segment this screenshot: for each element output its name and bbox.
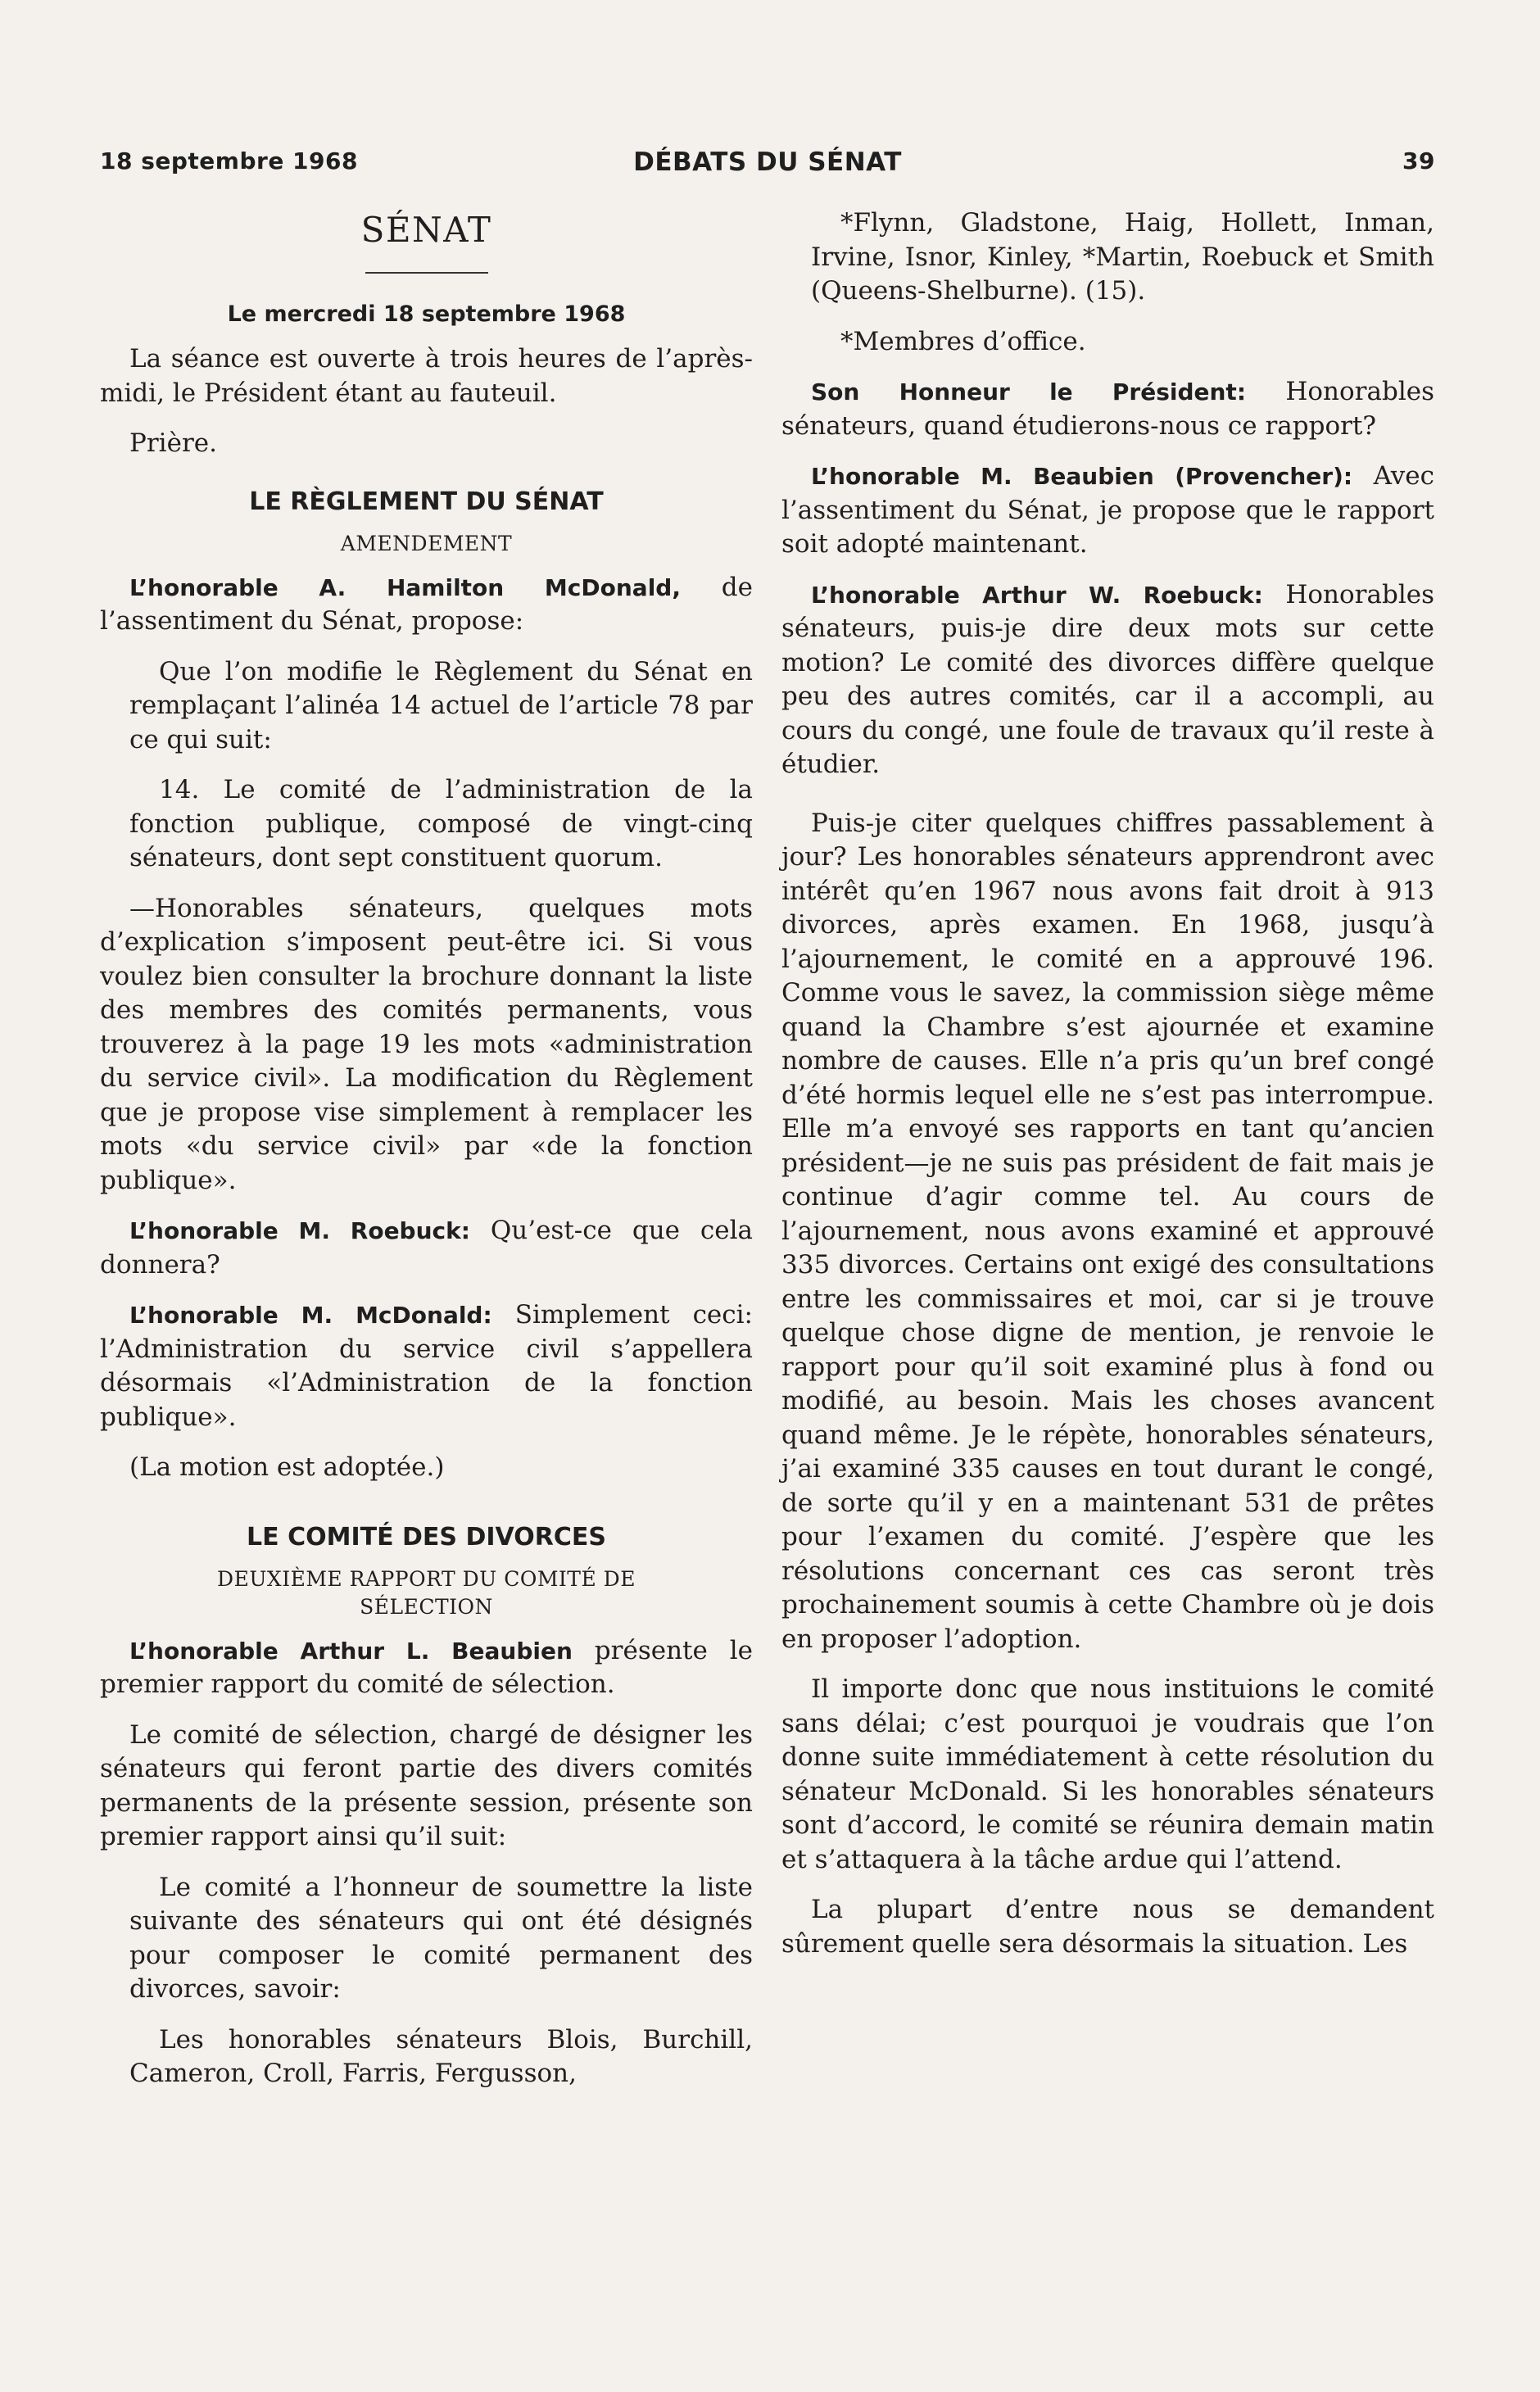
paragraph-text: Honorables sénateurs, quand étudierons-nous ce rapport? — [781, 377, 1434, 441]
paragraph-figures: Puis-je citer quelques chiffres passablement à jour? Les honorables sénateurs apprendront avec intérêt qu’en 1967 nous avons fait droit à 913 divorces, après examen. En 1968, jusqu’à l’ajournement, le comité en a approuvé 196. Comme vous le savez, la commission siège même quand la Chambre s’est ajournée et examine nombre de causes. Elle n’a pris qu’un bref congé d’été hormis lequel elle ne s’est pas interrompue. Elle m’a envoyé ses rapports en tant qu’ancien président—je ne suis pas président de fait mais je continue d’agir comme tel. Au cours de l’ajournement, nous avons examiné et approuvé 335 divorces. Certains ont exigé des consultations entre les commissaires et moi, car si je trouve quelque chose digne de mention, je renvoie le rapport pour qu’il soit examiné plus à fond ou modifié, au besoin. Mais les choses avancent quand même. Je le répète, honorables sénateurs, j’ai examiné 335 causes en tout durant le congé, de sorte qu’il y en a maintenant 531 de prêtes pour l’examen du comité. J’espère que les résolutions concernant ces cas seront très prochainement soumis à cette Chambre où je dois en proposer l’adoption. — [781, 808, 1434, 1654]
paragraph-urgency: Il importe donc que nous instituions le comité sans délai; c’est pourquoi je voudrais que l’on donne suite immédiatement à cette résolution du sénateur McDonald. Si les honorables sénateurs sont d’accord, le comité se réunira demain matin et s’attaquera à la tâche ardue qui l’attend. — [781, 1674, 1434, 1874]
paragraph-mcdonald-motion — [100, 571, 753, 639]
session-date-heading: Le mercredi 18 septembre 1968 — [227, 301, 626, 327]
paragraph-text: présente le premier rapport du comité de sélection. — [100, 1635, 754, 1699]
running-header — [100, 147, 1435, 188]
paragraph-opening: La séance est ouverte à trois heures de l’après-midi, le Président étant au fauteuil. — [100, 344, 753, 408]
section-heading-divorces: LE COMITÉ DES DIVORCES — [247, 1522, 606, 1552]
paragraph-president-question — [781, 375, 1434, 443]
paragraph-explanation: —Honorables sénateurs, quelques mots d’explication s’imposent peut-être ici. Si vous voulez bien consulter la brochure donnant la liste des membres des comités permanents, vous trouverez à la page 19 les mots «administration du service civil». La modification du Règlement que je propose vise simplement à remplacer les mots «du service civil» par «de la fonction publique». — [100, 893, 753, 1195]
header-title: DÉBATS DU SÉNAT — [633, 147, 902, 177]
paragraph-text: de l’assentiment du Sénat, propose: — [100, 572, 753, 636]
paragraph-text: Qu’est-ce que cela donnera? — [100, 1216, 753, 1280]
speaker-name: L’honorable A. Hamilton McDonald, — [129, 573, 681, 601]
speaker-name: L’honorable M. Roebuck: — [129, 1217, 470, 1244]
left-column — [100, 206, 753, 2108]
speaker-name: L’honorable Arthur W. Roebuck: — [811, 581, 1263, 609]
speaker-name: Son Honneur le Président: — [811, 378, 1247, 405]
header-date: 18 septembre 1968 — [100, 147, 358, 174]
paragraph-mcdonald-answer — [100, 1298, 753, 1434]
page-title: SÉNAT — [360, 210, 492, 250]
paragraph-beaubien-motion — [781, 460, 1434, 562]
paragraph-text: Avec l’assentiment du Sénat, je propose que le rapport soit adopté maintenant. — [781, 461, 1434, 559]
paragraph-text: Simplement ceci: l’Administration du service civil s’appellera désormais «l’Administration de la fonction publique». — [100, 1300, 753, 1432]
quoted-senator-list: Les honorables sénateurs Blois, Burchill, Cameron, Croll, Farris, Fergusson, — [129, 2024, 753, 2088]
paragraph-priere: Prière. — [129, 428, 217, 458]
speaker-name: L’honorable M. McDonald: — [129, 1302, 492, 1329]
paragraph-text: Honorables sénateurs, puis-je dire deux mots sur cette motion? Le comité des divorces diffère quelque peu des autres comités, car il a accompli, au cours du congé, une foule de travaux qu’il reste à étudier. — [781, 579, 1434, 779]
speaker-name: L’honorable M. Beaubien (Provencher): — [811, 463, 1353, 490]
page-number: 39 — [1402, 147, 1435, 174]
paragraph-situation: La plupart d’entre nous se demandent sûrement quelle sera désormais la situation. Les — [781, 1895, 1434, 1959]
paragraph-motion-adopted: (La motion est adoptée.) — [129, 1452, 445, 1482]
quoted-motion: Que l’on modifie le Règlement du Sénat en remplaçant l’alinéa 14 actuel de l’article 78 par ce qui suit: — [129, 656, 753, 754]
subheading-second-report: DEUXIÈME RAPPORT DU COMITÉ DE SÉLECTION — [217, 1566, 636, 1619]
paragraph-roebuck-question — [100, 1214, 753, 1282]
footnote-ex-officio: *Membres d’office. — [840, 326, 1086, 356]
paragraph-beaubien-report — [100, 1634, 753, 1702]
right-column — [781, 206, 1434, 1977]
quoted-senator-list-cont: *Flynn, Gladstone, Haig, Hollett, Inman, Irvine, Isnor, Kinley, *Martin, Roebuck et Smith (Queens-Shelburne). (15). — [811, 208, 1434, 306]
paragraph-roebuck-remarks — [781, 578, 1434, 782]
section-heading-reglement: LE RÈGLEMENT DU SÉNAT — [249, 487, 604, 516]
subheading-amendement: AMENDEMENT — [340, 531, 513, 555]
speaker-name: L’honorable Arthur L. Beaubien — [129, 1637, 573, 1665]
quoted-report-list-intro: Le comité a l’honneur de soumettre la liste suivante des sénateurs qui ont été désignés pour composer le comité permanent des divorces, savoir: — [129, 1872, 753, 2004]
title-rule — [365, 272, 488, 274]
quoted-report-intro: Le comité de sélection, chargé de désigner les sénateurs qui feront partie des divers comités permanents de la présente session, présente son premier rapport ainsi qu’il suit: — [100, 1719, 753, 1851]
quoted-article: 14. Le comité de l’administration de la fonction publique, composé de vingt-cinq sénateurs, dont sept constituent quorum. — [129, 775, 753, 872]
